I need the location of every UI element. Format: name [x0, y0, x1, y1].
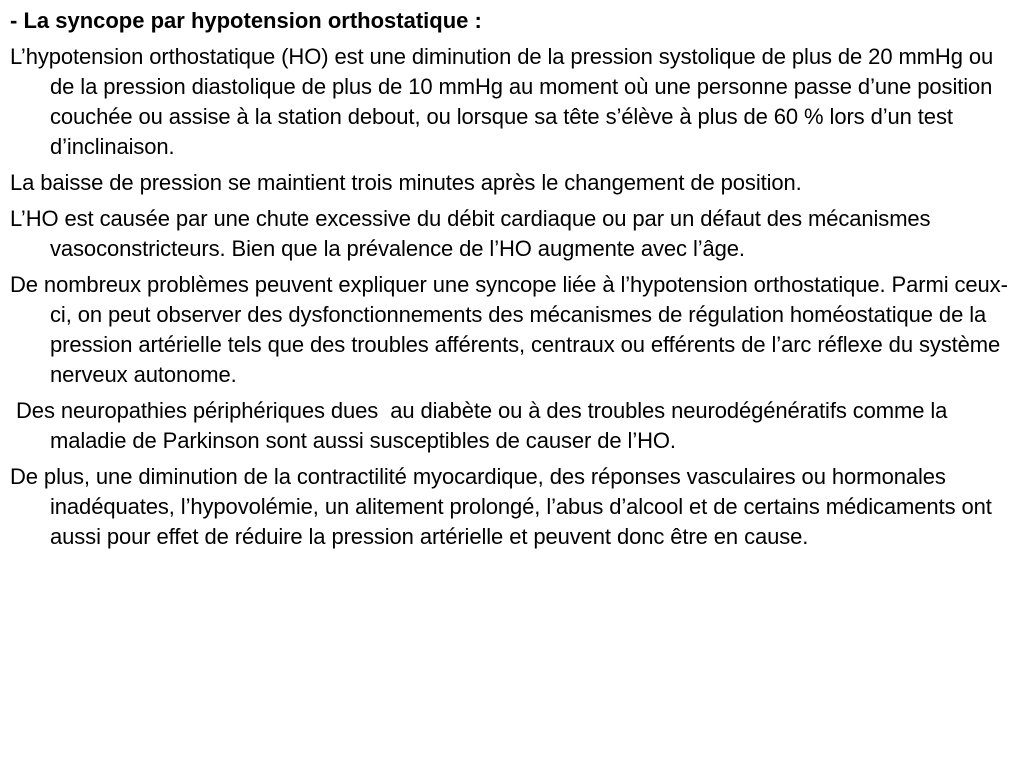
paragraph-cause: L’HO est causée par une chute excessive du débit cardiaque ou par un défaut des mécanismes vasoconstricteurs. Bien que la prévalence de l’HO augmente avec l’âge.: [10, 206, 931, 261]
paragraph-neuropathies: Des neuropathies périphériques dues au diabète ou à des troubles neurodégénératifs comme la maladie de Parkinson sont aussi susceptibles de causer de l’HO.: [10, 398, 954, 453]
paragraph-duration: La baisse de pression se maintient trois minutes après le changement de position.: [10, 170, 802, 195]
paragraph-other-causes: De plus, une diminution de la contractilité myocardique, des réponses vasculaires ou hormonales inadéquates, l’hypovolémie, un alitement prolongé, l’abus d’alcool et de certains médicaments ont aussi pour effet de réduire la pression artérielle et peuvent donc être en cause.: [10, 464, 992, 549]
paragraph-problems: De nombreux problèmes peuvent expliquer une syncope liée à l’hypotension orthostatique. Parmi ceux-ci, on peut observer des dysfonctionnements des mécanismes de régulation homéostatique de la pression artérielle tels que des troubles afférents, centraux ou efférents de l’arc réflexe du système nerveux autonome.: [10, 272, 1008, 387]
paragraph-definition: L’hypotension orthostatique (HO) est une diminution de la pression systolique de plus de 20 mmHg ou de la pression diastolique de plus de 10 mmHg au moment où une personne passe d’une position couchée ou assise à la station debout, ou lorsque sa tête s’élève à plus de 60 % lors d’un test d’inclinaison.: [10, 44, 994, 159]
slide-title: - La syncope par hypotension orthostatique :: [10, 8, 482, 33]
